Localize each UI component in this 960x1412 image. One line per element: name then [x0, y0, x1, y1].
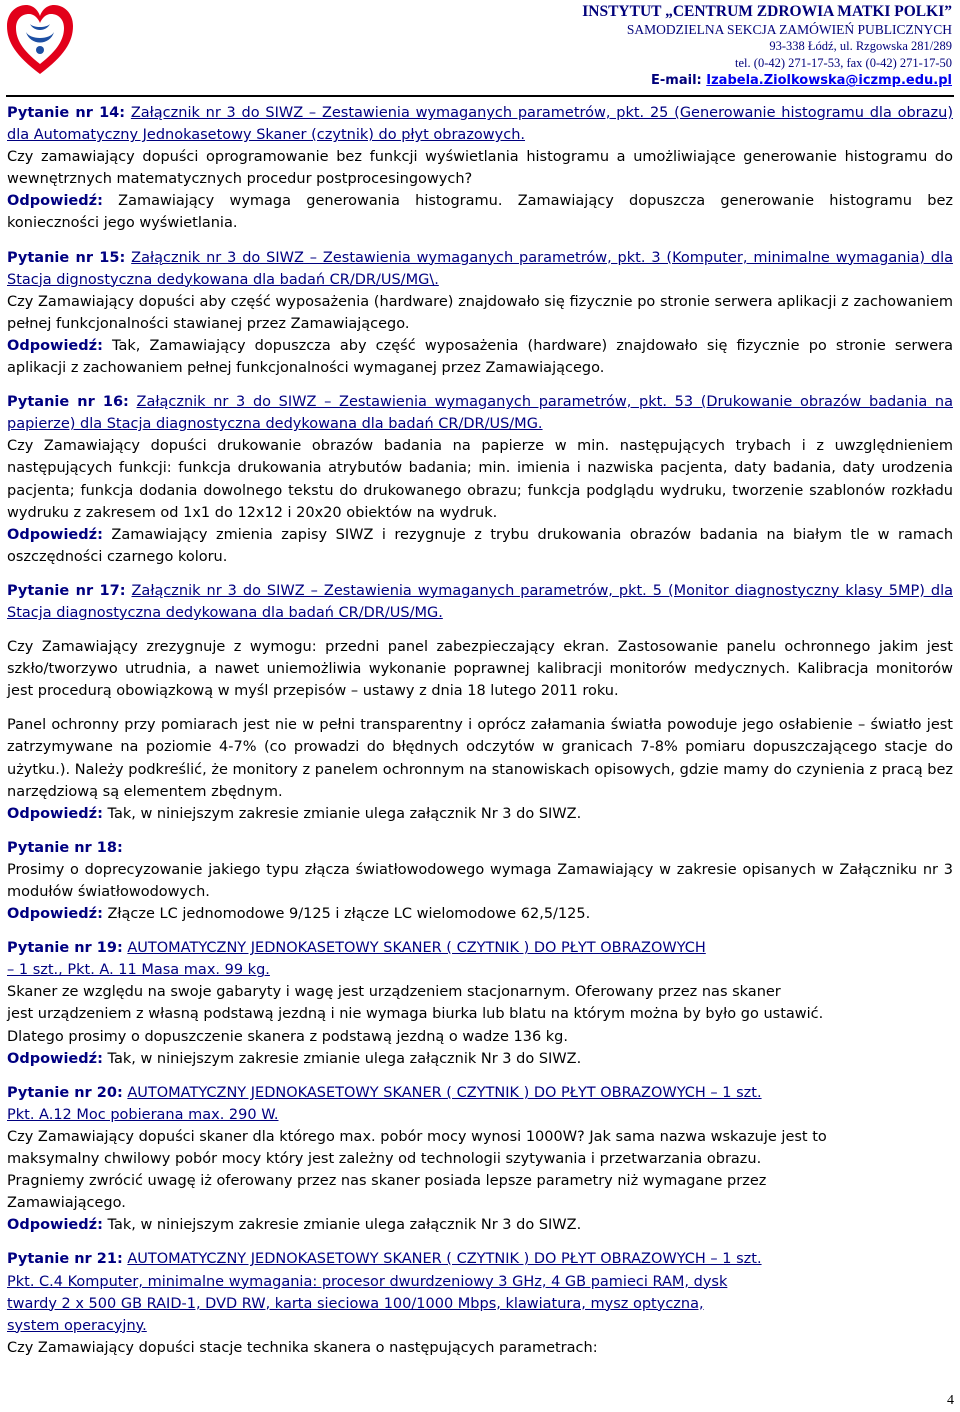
institute-name: INSTYTUT „CENTRUM ZDROWIA MATKI POLKI” [582, 3, 952, 20]
question-17 [7, 580, 953, 624]
question-text: Panel ochronny przy pomiarach jest nie w pełni transparentny i oprócz załamania światła powoduje jego osłabienie – światło jest zatrzymywane na poziomie 4-7% (co prowadzi do błędnych odczytów w granicach 7-8% pomiaru dopuszczającego stacje do użytku.). Należy podkreślić, że monitory z panelem ochronnym na stanowiskach opisowych, gdzie mamy do czynienia z pracą bez narzędziową są elementem zbędnym. [7, 717, 953, 800]
question-label: Pytanie nr 21: [7, 1251, 123, 1268]
section-name: SAMODZIELNA SEKCJA ZAMÓWIEŃ PUBLICZNYCH [626, 22, 952, 37]
answer-label: Odpowiedź: [7, 1050, 103, 1067]
question-label: Pytanie nr 15: [7, 249, 126, 266]
question-21 [7, 1248, 953, 1270]
answer-19 [7, 1048, 953, 1070]
answer-15 [7, 335, 953, 379]
question-text: Zamawiającego. [7, 1195, 126, 1212]
answer-label: Odpowiedź: [7, 526, 103, 543]
question-text: jest urządzeniem z własną podstawą jezdną i nie wymaga biurka lub blatu na którym można by było go ustawić. [7, 1006, 824, 1023]
answer-text: Złącze LC jednomodowe 9/125 i złącze LC wielomodowe 62,5/125. [107, 906, 591, 923]
question-reference: Załącznik nr 3 do SIWZ – Zestawienia wymaganych parametrów, pkt. 3 (Komputer, minimalne wymagania) dla Stacja dignostyczna dedykowana dla badań CR/DR/US/MG\. [7, 249, 954, 288]
answer-text: Tak, Zamawiający dopuszcza aby część wyposażenia (hardware) znajdowało się fizycznie po stronie serwera aplikacji z zachowaniem pełnej funkcjonalności wymaganej przez Zamawiającego. [7, 337, 953, 377]
email-line [582, 72, 952, 89]
question-text: Skaner ze względu na swoje gabaryty i wagę jest urządzeniem stacjonarnym. Oferowany przez nas skaner [7, 984, 781, 1001]
page-number: 4 [947, 1393, 954, 1408]
question-reference: Załącznik nr 3 do SIWZ – Zestawienia wymaganych parametrów, pkt. 53 (Drukowanie obrazów badania na papierze) dla Stacja diagnostyczna dedykowana dla badań CR/DR/US/MG. [7, 394, 953, 433]
question-reference-cont: Pkt. C.4 Komputer, minimalne wymagania: procesor dwurdzeniowy 3 GHz, 4 GB pamieci RAM, dysk [7, 1273, 728, 1290]
question-text: Prosimy o doprecyzowanie jakiego typu złącza światłowodowego wymaga Zamawiający w zakresie opisanych w Załączniku nr 3 modułów światłowodowych. [7, 861, 953, 900]
question-reference: AUTOMATYCZNY JEDNOKASETOWY SKANER ( CZYTNIK ) DO PŁYT OBRAZOWYCH [127, 940, 706, 957]
question-label: Pytanie nr 20: [7, 1084, 123, 1101]
question-reference: Załącznik nr 3 do SIWZ – Zestawienia wymaganych parametrów, pkt. 25 (Generowanie histogramu dla obrazu) dla Automatyczny Jednokasetowy Skaner (czytnik) do płyt obrazowych. [7, 105, 953, 144]
question-label: Pytanie nr 14: [7, 105, 126, 121]
question-label: Pytanie nr 19: [7, 940, 123, 957]
question-label: Pytanie nr 17: [7, 582, 126, 599]
question-15 [7, 247, 953, 291]
institute-logo [4, 2, 76, 80]
question-text: Czy Zamawiający dopuści skaner dla którego max. pobór mocy wynosi 1000W? Jak sama nazwa wskazuje jest to [7, 1128, 827, 1145]
document-body [7, 102, 953, 1359]
address: 93-338 Łódź, ul. Rzgowska 281/289 [769, 39, 952, 53]
answer-20 [7, 1214, 953, 1236]
question-text: Pragniemy zwrócić uwagę iż oferowany przez nas skaner posiada lepsze parametry niż wymagane przez [7, 1173, 767, 1190]
answer-16 [7, 524, 953, 568]
letterhead [582, 2, 952, 89]
question-16 [7, 391, 953, 435]
answer-14 [7, 190, 953, 234]
answer-text: Zamawiający zmienia zapisy SIWZ i rezygnuje z trybu drukowania obrazów badania na białym tle w ramach oszczędności czarnego koloru. [7, 526, 954, 565]
question-label: Pytanie nr 18: [7, 839, 123, 856]
question-18 [7, 837, 953, 859]
email-link[interactable]: Izabela.Ziolkowska@iczmp.edu.pl [706, 73, 952, 88]
question-reference: Załącznik nr 3 do SIWZ – Zestawienia wymaganych parametrów, pkt. 5 (Monitor diagnostyczny klasy 5MP) dla Stacja diagnostyczna dedykowana dla badań CR/DR/US/MG. [7, 582, 953, 621]
answer-label: Odpowiedź: [7, 337, 103, 354]
question-text: Czy Zamawiający dopuści stacje technika skanera o następujących parametrach: [7, 1339, 598, 1356]
answer-text: Tak, w niniejszym zakresie zmianie ulega załącznik Nr 3 do SIWZ. [107, 1217, 582, 1234]
answer-text: Tak, w niniejszym zakresie zmianie ulega załącznik Nr 3 do SIWZ. [107, 805, 582, 822]
answer-18 [7, 903, 953, 925]
question-reference-cont: Pkt. A.12 Moc pobierana max. 290 W. [7, 1106, 279, 1123]
question-14 [7, 102, 953, 146]
answer-label: Odpowiedź: [7, 805, 103, 822]
answer-label: Odpowiedź: [7, 1217, 103, 1234]
answer-label: Odpowiedź: [7, 906, 103, 923]
answer-text: Zamawiający wymaga generowania histogramu. Zamawiający dopuszcza generowanie histogramu bez konieczności jego wyświetlania. [7, 193, 954, 232]
question-text: Czy Zamawiający dopuści drukowanie obrazów badania na papierze w min. następujących trybach i z uwzględnieniem następujących funkcji: funkcja drukowania atrybutów badania; min. imienia i nazwiska pacjenta, daty badania, daty urodzenia pacjenta; funkcja dodania dowolnego tekstu do drukowanego obrazu; funkcja podglądu wydruku, tworzenie szablonów rozkładu wydruku z zakresem od 1x1 do 12x12 i 20x20 obiektów na wydruk. [7, 438, 953, 521]
phone-fax: tel. (0-42) 271-17-53, fax (0-42) 271-17-50 [735, 56, 952, 70]
question-reference-cont: system operacyjny. [7, 1317, 147, 1334]
email-label: E-mail: [651, 73, 702, 88]
question-text: maksymalny chwilowy pobór mocy który jest zależny od technologii szytywania i przetwarzania obrazu. [7, 1151, 762, 1168]
question-text: Czy Zamawiający dopuści aby część wyposażenia (hardware) znajdowało się fizycznie po stronie serwera aplikacji z zachowaniem pełnej funkcjonalności stawianej przez Zamawiającego. [7, 293, 953, 332]
header-divider [6, 95, 954, 97]
question-label: Pytanie nr 16: [7, 394, 129, 411]
answer-17 [7, 803, 953, 825]
question-reference-cont: – 1 szt., Pkt. A. 11 Masa max. 99 kg. [7, 962, 270, 979]
question-reference: AUTOMATYCZNY JEDNOKASETOWY SKANER ( CZYTNIK ) DO PŁYT OBRAZOWYCH – 1 szt. [127, 1084, 762, 1101]
question-text: Dlatego prosimy o dopuszczenie skanera z podstawą jezdną o wadze 136 kg. [7, 1028, 568, 1045]
question-20 [7, 1082, 953, 1104]
question-reference-cont: twardy 2 x 500 GB RAID-1, DVD RW, karta sieciowa 100/1000 Mbps, klawiatura, mysz optyczna, [7, 1295, 704, 1312]
question-text: Czy Zamawiający zrezygnuje z wymogu: przedni panel zabezpieczający ekran. Zastosowanie panelu ochronnego jakim jest szkło/tworzywo utrudnia, a nawet uniemożliwia wykonanie poprawnej kalibracji monitorów medycznych. Kalibracja monitorów jest procedurą obowiązkową w myśl przepisów – ustawy z dnia 18 lutego 2011 roku. [7, 639, 953, 700]
answer-label: Odpowiedź: [7, 193, 103, 210]
question-text: Czy zamawiający dopuści oprogramowanie bez funkcji wyświetlania histogramu a umożliwiające generowanie histogramu do wewnętrznych matematycznych procedur postprocesingowych? [7, 149, 953, 188]
question-reference: AUTOMATYCZNY JEDNOKASETOWY SKANER ( CZYTNIK ) DO PŁYT OBRAZOWYCH – 1 szt. [127, 1251, 762, 1268]
question-19 [7, 937, 953, 959]
answer-text: Tak, w niniejszym zakresie zmianie ulega załącznik Nr 3 do SIWZ. [107, 1050, 582, 1067]
